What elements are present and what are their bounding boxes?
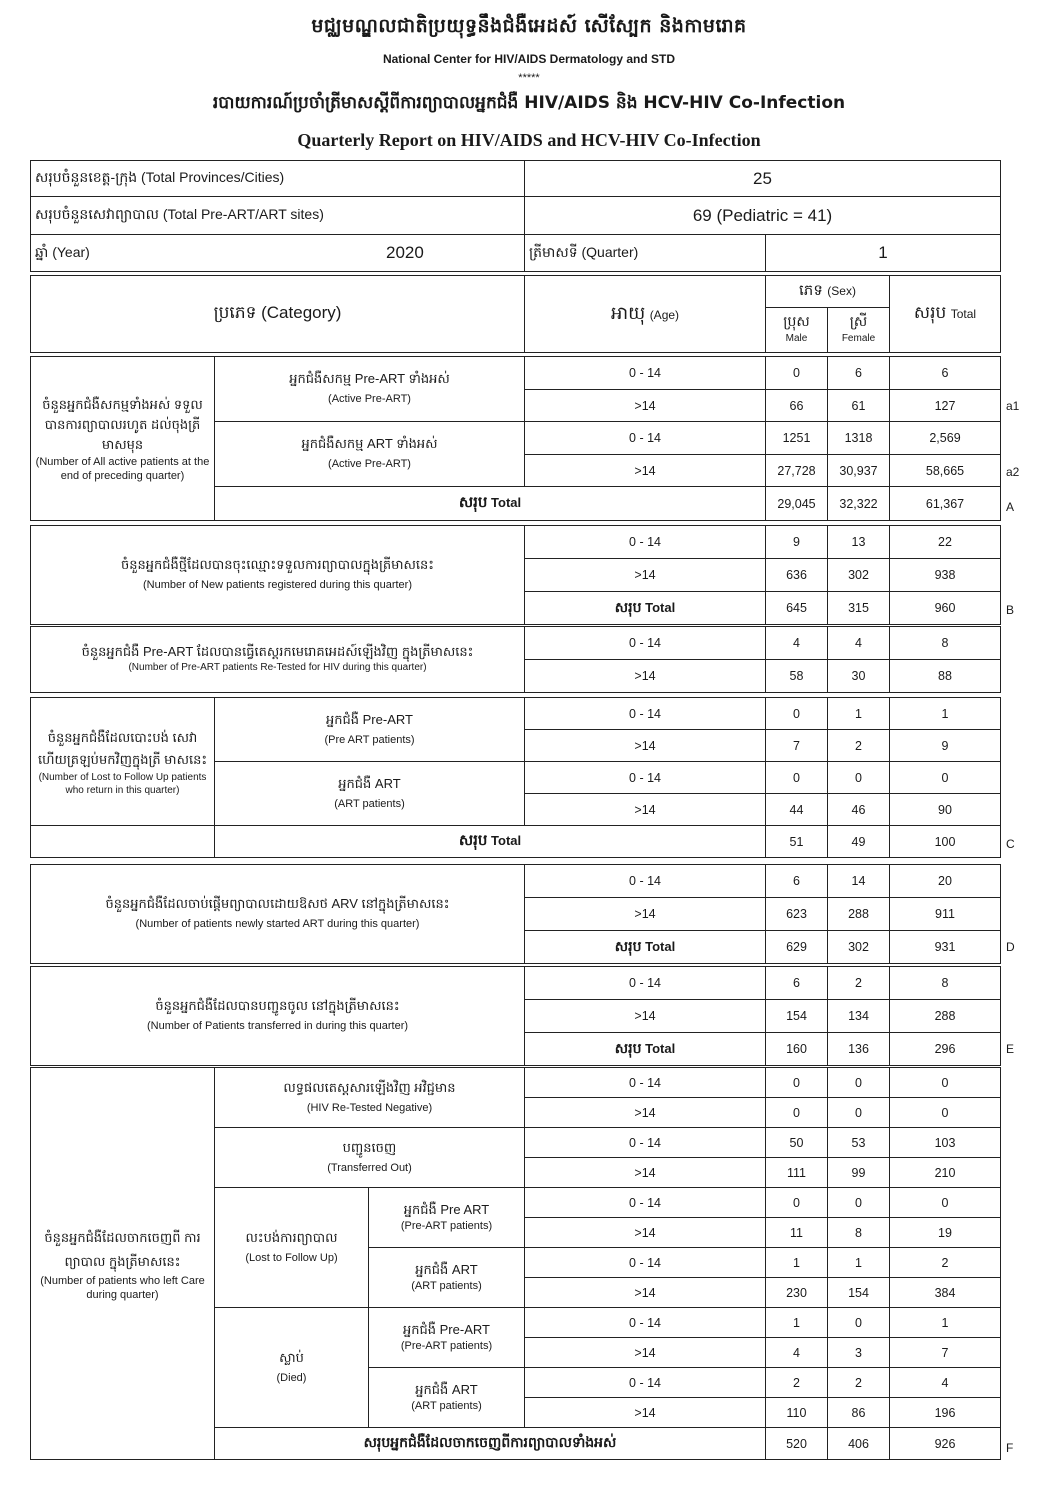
total-value: 58,665 bbox=[890, 455, 1001, 487]
age-cell: 0 - 14 bbox=[525, 967, 766, 1000]
section-d-label-en: (Number of patients newly started ART during this quarter) bbox=[135, 918, 420, 930]
female-value: 0 bbox=[828, 1098, 890, 1128]
total-value: 938 bbox=[890, 559, 1001, 592]
section-f-ltfu-label bbox=[215, 1188, 369, 1308]
total-value: 0 bbox=[890, 1068, 1001, 1098]
total-value: 1 bbox=[890, 698, 1001, 730]
section-f-died-art-kh: អ្នកជំងឺ ART bbox=[415, 1381, 478, 1397]
sites-value: 69 (Pediatric = 41) bbox=[525, 197, 1001, 235]
age-cell: >14 bbox=[525, 390, 766, 422]
age-cell: 0 - 14 bbox=[525, 1128, 766, 1158]
male-value: 44 bbox=[766, 794, 828, 826]
total-value: 9 bbox=[890, 730, 1001, 762]
age-cell: >14 bbox=[525, 1278, 766, 1308]
sex-header-kh: ភេទ bbox=[799, 281, 823, 299]
age-cell: >14 bbox=[525, 730, 766, 762]
female-value: 6 bbox=[828, 357, 890, 390]
section-d-label bbox=[31, 865, 525, 964]
age-cell: 0 - 14 bbox=[525, 1368, 766, 1398]
year-value: 2020 bbox=[386, 243, 424, 262]
male-value: 154 bbox=[766, 1000, 828, 1033]
total-kh: សរុប bbox=[458, 831, 488, 849]
section-c-total-label bbox=[215, 826, 766, 858]
age-cell: >14 bbox=[525, 559, 766, 592]
age-cell: 0 - 14 bbox=[525, 627, 766, 660]
section-c-label-en: (Number of Lost to Follow Up patients who return in this quarter) bbox=[38, 771, 207, 796]
grand-total: 960 bbox=[890, 592, 1001, 625]
total-value: 7 bbox=[890, 1338, 1001, 1368]
male-header bbox=[766, 308, 828, 353]
age-cell: 0 - 14 bbox=[525, 1248, 766, 1278]
total-header-en: Total bbox=[950, 306, 977, 321]
male-value: 110 bbox=[766, 1398, 828, 1428]
section-e-label-en: (Number of Patients transferred in during this quarter) bbox=[146, 1020, 409, 1032]
section-a-pre-en: (Active Pre-ART) bbox=[328, 393, 411, 405]
provinces-label: សរុបចំនួនខេត្ត-ក្រុង (Total Provinces/Cities) bbox=[31, 161, 525, 197]
female-value: 1 bbox=[828, 1248, 890, 1278]
male-value: 1 bbox=[766, 1248, 828, 1278]
total-en: Total bbox=[491, 832, 522, 848]
male-total: 629 bbox=[766, 931, 828, 964]
age-cell: >14 bbox=[525, 1158, 766, 1188]
section-a-table bbox=[30, 356, 1001, 521]
age-cell: 0 - 14 bbox=[525, 526, 766, 559]
male-total: 645 bbox=[766, 592, 828, 625]
male-total: 29,045 bbox=[766, 487, 828, 521]
section-a-art-en: (Active Pre-ART) bbox=[328, 458, 411, 470]
section-c-art-label bbox=[215, 762, 525, 826]
section-f-negative-en: (HIV Re-Tested Negative) bbox=[306, 1101, 433, 1114]
section-f-label bbox=[31, 1068, 215, 1460]
female-value: 0 bbox=[828, 762, 890, 794]
section-f-ltfu-en: (Lost to Follow Up) bbox=[245, 1251, 338, 1264]
female-value: 1 bbox=[828, 698, 890, 730]
female-value: 134 bbox=[828, 1000, 890, 1033]
female-value: 30,937 bbox=[828, 455, 890, 487]
section-d-label-kh: ចំនួនអ្នកជំងឺដែលចាប់ផ្តើមព្យាបាលដោយឱសថ ARV នៅក្នុងត្រីមាសនេះ bbox=[105, 896, 450, 911]
section-b-label-en: (Number of New patients registered during this quarter) bbox=[142, 579, 412, 591]
quarter-label: ត្រីមាសទី (Quarter) bbox=[525, 235, 766, 272]
row-marker-e: E bbox=[1006, 1042, 1015, 1056]
grand-total: 100 bbox=[890, 826, 1001, 858]
column-header-table bbox=[30, 275, 1001, 353]
female-total: 136 bbox=[828, 1033, 890, 1066]
section-e-table bbox=[30, 966, 1001, 1066]
separator-stars: ***** bbox=[518, 72, 540, 84]
age-cell: 0 - 14 bbox=[525, 357, 766, 390]
section-f-ltfu-art-label bbox=[369, 1248, 525, 1308]
male-value: 11 bbox=[766, 1218, 828, 1248]
category-header: ប្រភេទ (Category) bbox=[31, 276, 525, 353]
english-center-title: National Center for HIV/AIDS Dermatology and STD bbox=[382, 52, 676, 66]
total-header bbox=[890, 276, 1001, 353]
section-retest-label-en: (Number of Pre-ART patients Re-Tested for HIV during this quarter) bbox=[128, 661, 427, 673]
age-cell: 0 - 14 bbox=[525, 865, 766, 898]
age-cell: 0 - 14 bbox=[525, 1308, 766, 1338]
age-cell: 0 - 14 bbox=[525, 698, 766, 730]
age-header-en: (Age) bbox=[649, 307, 680, 322]
total-en: Total bbox=[645, 1040, 676, 1056]
section-b-label-kh: ចំនួនអ្នកជំងឺថ្មីដែលបានចុះឈ្មោះទទួលការព្យាបាលក្នុងត្រីមាសនេះ bbox=[121, 557, 434, 572]
age-cell: >14 bbox=[525, 1098, 766, 1128]
female-value: 3 bbox=[828, 1338, 890, 1368]
male-value: 623 bbox=[766, 898, 828, 931]
total-value: 4 bbox=[890, 1368, 1001, 1398]
male-value: 66 bbox=[766, 390, 828, 422]
age-cell: >14 bbox=[525, 794, 766, 826]
total-value: 20 bbox=[890, 865, 1001, 898]
male-value: 0 bbox=[766, 1098, 828, 1128]
female-value: 14 bbox=[828, 865, 890, 898]
row-marker-a: A bbox=[1006, 500, 1015, 514]
provinces-value: 25 bbox=[525, 161, 1001, 197]
male-value: 1251 bbox=[766, 422, 828, 455]
total-value: 8 bbox=[890, 967, 1001, 1000]
section-e-total-label bbox=[525, 1033, 766, 1066]
section-f-died-art-en: (ART patients) bbox=[411, 1399, 482, 1412]
section-d-table bbox=[30, 864, 1001, 964]
grand-total: 296 bbox=[890, 1033, 1001, 1066]
english-report-title: Quarterly Report on HIV/AIDS and HCV-HIV Co-Infection bbox=[297, 130, 761, 150]
female-value: 1318 bbox=[828, 422, 890, 455]
female-header bbox=[828, 308, 890, 353]
total-value: 6 bbox=[890, 357, 1001, 390]
female-value: 61 bbox=[828, 390, 890, 422]
age-header bbox=[525, 276, 766, 353]
female-value: 46 bbox=[828, 794, 890, 826]
section-f-total-label: សរុបអ្នកជំងឺដែលចាកចេញពីការព្យាបាលទាំងអស់ bbox=[215, 1428, 766, 1460]
section-c-art-kh: អ្នកជំងឺ ART bbox=[338, 775, 401, 791]
age-header-kh: អាយុ bbox=[610, 302, 646, 323]
total-en: Total bbox=[645, 599, 676, 615]
section-f-transferred-out-en: (Transferred Out) bbox=[327, 1161, 412, 1174]
row-marker-a1: a1 bbox=[1006, 399, 1020, 413]
section-c-pre-en: (Pre ART patients) bbox=[324, 733, 415, 746]
section-f-died-pre-en: (Pre-ART patients) bbox=[400, 1339, 493, 1352]
female-value: 8 bbox=[828, 1218, 890, 1248]
section-a-label-kh: ចំនួនអ្នកជំងឺសកម្មទាំងអស់ ទទួលបានការព្យាបាលរហូត ដល់ចុងត្រីមាសមុន bbox=[42, 396, 203, 452]
age-cell: >14 bbox=[525, 455, 766, 487]
row-marker-b: B bbox=[1006, 603, 1015, 617]
female-value: 86 bbox=[828, 1398, 890, 1428]
total-value: 8 bbox=[890, 627, 1001, 660]
male-total: 51 bbox=[766, 826, 828, 858]
section-a-total-label bbox=[215, 487, 766, 521]
section-b-table bbox=[30, 525, 1001, 625]
section-f-died-label bbox=[215, 1308, 369, 1428]
age-cell: >14 bbox=[525, 1218, 766, 1248]
age-cell: >14 bbox=[525, 1338, 766, 1368]
female-total: 315 bbox=[828, 592, 890, 625]
section-e-label bbox=[31, 967, 525, 1066]
total-value: 288 bbox=[890, 1000, 1001, 1033]
female-value: 2 bbox=[828, 1368, 890, 1398]
section-retest-table bbox=[30, 626, 1001, 693]
section-a-label bbox=[31, 357, 215, 521]
female-total: 32,322 bbox=[828, 487, 890, 521]
section-f-transferred-out-label bbox=[215, 1128, 525, 1188]
age-cell: >14 bbox=[525, 1000, 766, 1033]
section-c-label-kh: ចំនួនអ្នកជំងឺដែលបោះបង់ សេវា ហើយត្រឡប់មកវិញក្នុងត្រី មាសនេះ bbox=[37, 729, 208, 767]
female-value: 99 bbox=[828, 1158, 890, 1188]
section-c-pre-label bbox=[215, 698, 525, 762]
total-en: Total bbox=[491, 494, 522, 510]
total-value: 2 bbox=[890, 1248, 1001, 1278]
section-f-died-en: (Died) bbox=[276, 1371, 307, 1384]
khmer-report-title: របាយការណ៍ប្រចាំត្រីមាសស្តីពីការព្យាបាលអ្នកជំងឺ HIV/AIDS និង HCV-HIV Co-Infection bbox=[212, 93, 846, 113]
section-f-ltfu-pre-en: (Pre-ART patients) bbox=[400, 1219, 493, 1232]
total-value: 0 bbox=[890, 1098, 1001, 1128]
female-total: 49 bbox=[828, 826, 890, 858]
male-value: 7 bbox=[766, 730, 828, 762]
total-kh: សរុប bbox=[614, 937, 642, 954]
section-b-total-label bbox=[525, 592, 766, 625]
total-value: 0 bbox=[890, 762, 1001, 794]
female-value: 0 bbox=[828, 1068, 890, 1098]
section-f-ltfu-kh: លះបង់ការព្យាបាល bbox=[245, 1229, 338, 1245]
section-f-ltfu-pre-kh: អ្នកជំងឺ Pre ART bbox=[403, 1201, 490, 1217]
female-header-kh: ស្រី bbox=[849, 313, 868, 329]
male-value: 230 bbox=[766, 1278, 828, 1308]
male-value: 0 bbox=[766, 357, 828, 390]
total-kh: សរុប bbox=[614, 598, 642, 615]
section-f-negative-label bbox=[215, 1068, 525, 1128]
male-value: 4 bbox=[766, 627, 828, 660]
section-f-died-pre-kh: អ្នកជំងឺ Pre-ART bbox=[403, 1321, 490, 1337]
section-f-table bbox=[30, 1067, 1001, 1460]
total-value: 88 bbox=[890, 660, 1001, 693]
row-marker-f: F bbox=[1006, 1441, 1014, 1455]
section-f-label-en: (Number of patients who left Care during quarter) bbox=[40, 1274, 205, 1301]
section-f-ltfu-pre-label bbox=[369, 1188, 525, 1248]
female-value: 2 bbox=[828, 730, 890, 762]
total-header-kh: សរុប bbox=[913, 302, 947, 322]
female-value: 288 bbox=[828, 898, 890, 931]
section-c-art-en: (ART patients) bbox=[334, 797, 405, 810]
total-value: 1 bbox=[890, 1308, 1001, 1338]
male-value: 636 bbox=[766, 559, 828, 592]
male-total: 160 bbox=[766, 1033, 828, 1066]
sites-label: សរុបចំនួនសេវាព្យាបាល (Total Pre-ART/ART sites) bbox=[31, 197, 525, 235]
section-f-died-pre-label bbox=[369, 1308, 525, 1368]
row-marker-d: D bbox=[1006, 940, 1015, 954]
section-e-label-kh: ចំនួនអ្នកជំងឺដែលបានបញ្ជូនចូល នៅក្នុងត្រីមាសនេះ bbox=[155, 998, 400, 1013]
row-marker-c: C bbox=[1006, 837, 1015, 851]
section-retest-label bbox=[31, 627, 525, 693]
female-total: 406 bbox=[828, 1428, 890, 1460]
male-value: 0 bbox=[766, 762, 828, 794]
age-cell: 0 - 14 bbox=[525, 1188, 766, 1218]
section-f-transferred-out-kh: បញ្ជូនចេញ bbox=[342, 1139, 397, 1155]
female-value: 0 bbox=[828, 1188, 890, 1218]
male-value: 6 bbox=[766, 865, 828, 898]
section-f-died-kh: ស្លាប់ bbox=[279, 1349, 304, 1365]
male-value: 6 bbox=[766, 967, 828, 1000]
age-cell: >14 bbox=[525, 1398, 766, 1428]
female-value: 2 bbox=[828, 967, 890, 1000]
male-total: 520 bbox=[766, 1428, 828, 1460]
male-value: 50 bbox=[766, 1128, 828, 1158]
male-value: 0 bbox=[766, 1188, 828, 1218]
row-marker-a2: a2 bbox=[1006, 465, 1020, 479]
total-kh: សរុប bbox=[614, 1039, 642, 1056]
section-a-art-label bbox=[215, 422, 525, 487]
section-f-died-art-label bbox=[369, 1368, 525, 1428]
section-c-label bbox=[31, 698, 215, 826]
grand-total: 61,367 bbox=[890, 487, 1001, 521]
female-value: 4 bbox=[828, 627, 890, 660]
female-header-en: Female bbox=[841, 333, 876, 344]
total-kh: សរុប bbox=[458, 493, 488, 511]
age-cell: >14 bbox=[525, 660, 766, 693]
total-value: 210 bbox=[890, 1158, 1001, 1188]
sex-header bbox=[766, 276, 890, 308]
male-value: 0 bbox=[766, 698, 828, 730]
section-a-label-en: (Number of All active patients at the end of preceding quarter) bbox=[35, 455, 210, 482]
section-f-ltfu-art-en: (ART patients) bbox=[411, 1279, 482, 1292]
male-value: 9 bbox=[766, 526, 828, 559]
age-cell: >14 bbox=[525, 898, 766, 931]
total-value: 196 bbox=[890, 1398, 1001, 1428]
male-value: 1 bbox=[766, 1308, 828, 1338]
section-f-label-kh: ចំនួនអ្នកជំងឺដែលចាកចេញពី ការព្យាបាល ក្នុងត្រីមាសនេះ bbox=[44, 1229, 201, 1269]
total-value: 384 bbox=[890, 1278, 1001, 1308]
total-value: 22 bbox=[890, 526, 1001, 559]
total-value: 103 bbox=[890, 1128, 1001, 1158]
section-c-pre-kh: អ្នកជំងឺ Pre-ART bbox=[326, 711, 413, 727]
section-a-pre-label bbox=[215, 357, 525, 422]
section-f-negative-kh: លទ្ធផលតេស្តសារឡើងវិញ អវិជ្ជមាន bbox=[283, 1079, 456, 1095]
total-value: 2,569 bbox=[890, 422, 1001, 455]
male-value: 2 bbox=[766, 1368, 828, 1398]
female-value: 154 bbox=[828, 1278, 890, 1308]
total-value: 19 bbox=[890, 1218, 1001, 1248]
total-value: 911 bbox=[890, 898, 1001, 931]
summary-table bbox=[30, 160, 1001, 272]
age-cell: 0 - 14 bbox=[525, 762, 766, 794]
section-c-table bbox=[30, 697, 1001, 858]
total-value: 0 bbox=[890, 1188, 1001, 1218]
male-value: 0 bbox=[766, 1068, 828, 1098]
year-cell bbox=[31, 235, 525, 272]
section-d-total-label bbox=[525, 931, 766, 964]
female-value: 13 bbox=[828, 526, 890, 559]
khmer-center-title: មជ្ឈមណ្ឌលជាតិប្រយុទ្ធនឹងជំងឺអេដស៍ សើស្បែក និងកាមរោគ bbox=[311, 15, 747, 37]
total-value: 90 bbox=[890, 794, 1001, 826]
quarter-value: 1 bbox=[766, 235, 1001, 272]
age-cell: 0 - 14 bbox=[525, 422, 766, 455]
female-value: 30 bbox=[828, 660, 890, 693]
female-total: 302 bbox=[828, 931, 890, 964]
male-value: 4 bbox=[766, 1338, 828, 1368]
male-value: 58 bbox=[766, 660, 828, 693]
section-c-total-blank bbox=[31, 826, 215, 858]
male-value: 111 bbox=[766, 1158, 828, 1188]
section-a-pre-kh: អ្នកជំងឺសកម្ម Pre-ART ទាំងអស់ bbox=[289, 371, 450, 386]
total-en: Total bbox=[645, 938, 676, 954]
section-b-label bbox=[31, 526, 525, 625]
section-retest-label-kh: ចំនួនអ្នកជំងឺ Pre-ART ដែលបានធ្វើតេស្តរកមេរោគអេដស៍ឡើងវិញ ក្នុងត្រីមាសនេះ bbox=[81, 643, 474, 659]
male-header-en: Male bbox=[785, 333, 808, 344]
female-value: 302 bbox=[828, 559, 890, 592]
section-f-ltfu-art-kh: អ្នកជំងឺ ART bbox=[415, 1261, 478, 1277]
sex-header-en: (Sex) bbox=[827, 283, 856, 298]
year-label: ឆ្នាំ (Year) bbox=[35, 243, 90, 260]
male-value: 27,728 bbox=[766, 455, 828, 487]
age-cell: 0 - 14 bbox=[525, 1068, 766, 1098]
female-value: 0 bbox=[828, 1308, 890, 1338]
male-header-kh: ប្រុស bbox=[783, 313, 810, 329]
grand-total: 931 bbox=[890, 931, 1001, 964]
total-value: 127 bbox=[890, 390, 1001, 422]
grand-total: 926 bbox=[890, 1428, 1001, 1460]
female-value: 53 bbox=[828, 1128, 890, 1158]
section-a-art-kh: អ្នកជំងឺសកម្ម ART ទាំងអស់ bbox=[301, 436, 438, 451]
